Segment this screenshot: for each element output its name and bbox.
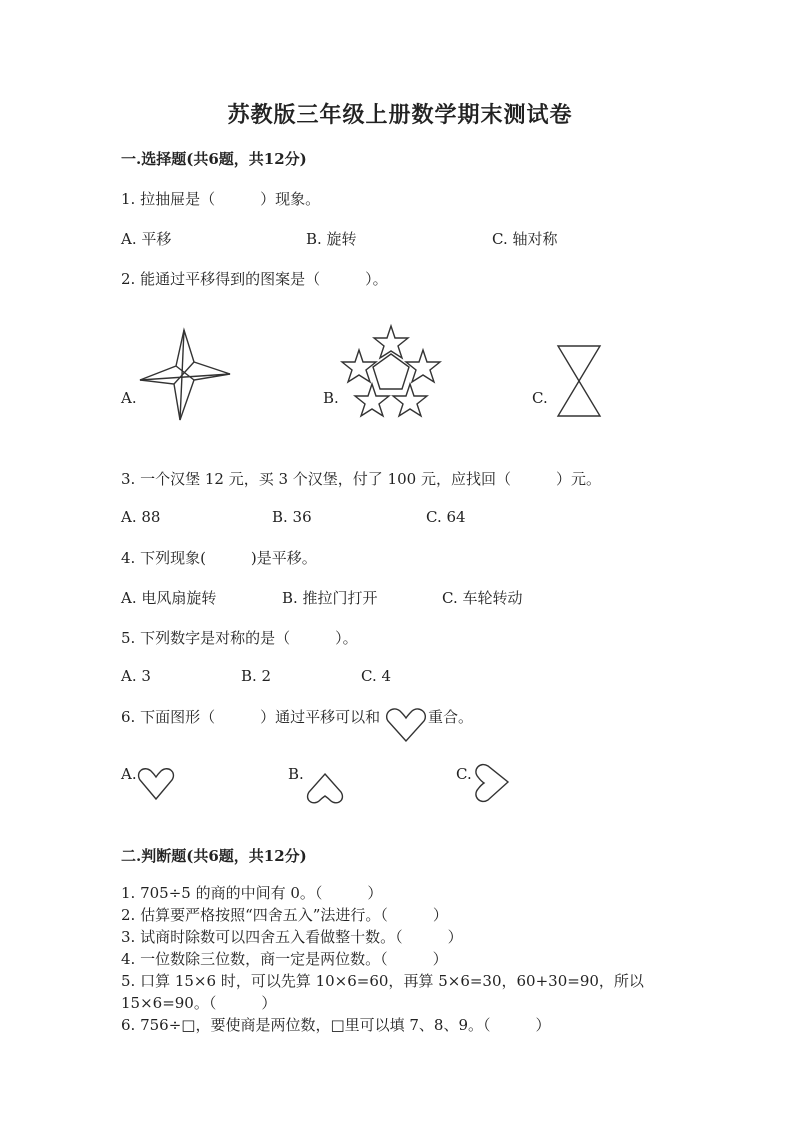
tf-item-3: 3. 试商时除数可以四舍五入看做整十数。（ ） — [121, 928, 463, 946]
q2-option-b: B. — [323, 389, 339, 407]
four-point-star-figure — [138, 328, 238, 424]
pentagon-stars-figure — [340, 322, 444, 422]
tf-item-2: 2. 估算要严格按照“四舍五入”法进行。（ ） — [121, 906, 448, 924]
q1-option-b: B. 旋转 — [306, 230, 357, 248]
q1-option-c: C. 轴对称 — [492, 230, 558, 248]
question-3: 3. 一个汉堡 12 元，买 3 个汉堡，付了 100 元，应找回（ ）元。 — [121, 470, 601, 488]
q3-option-b: B. 36 — [272, 508, 312, 526]
q6-option-b: B. — [288, 765, 304, 783]
q4-option-b: B. 推拉门打开 — [282, 589, 378, 607]
tf-item-4: 4. 一位数除三位数，商一定是两位数。（ ） — [121, 950, 448, 968]
question-6-before: 6. 下面图形（ ）通过平移可以和 — [121, 708, 381, 726]
q4-option-a: A. 电风扇旋转 — [121, 589, 217, 607]
q6-option-a: A. — [121, 765, 137, 783]
target-heart-icon — [385, 706, 427, 744]
question-6-after: 重合。 — [428, 708, 474, 726]
heart-sideways-icon — [472, 762, 512, 804]
q6-option-c: C. — [456, 765, 472, 783]
tf-item-1: 1. 705÷5 的商的中间有 0。（ ） — [121, 884, 383, 902]
tf-item-5: 5. 口算 15×6 时，可以先算 10×6=60，再算 5×6=30，60+30=90，所以 — [121, 972, 644, 990]
hourglass-figure — [556, 344, 602, 418]
q1-option-a: A. 平移 — [121, 230, 172, 248]
heart-upright-icon — [137, 766, 177, 802]
q2-option-c: C. — [532, 389, 548, 407]
question-5: 5. 下列数字是对称的是（ ）。 — [121, 629, 358, 647]
page-title: 苏教版三年级上册数学期末测试卷 — [227, 102, 573, 128]
tf-item-5-cont: 15×6=90。（ ） — [121, 994, 277, 1012]
q5-option-a: A. 3 — [121, 667, 151, 685]
tf-item-6: 6. 756÷□，要使商是两位数，□里可以填 7、8、9。（ ） — [121, 1016, 551, 1034]
q5-option-c: C. 4 — [361, 667, 392, 685]
section-heading-true-false: 二.判断题(共6题，共12分) — [121, 847, 307, 865]
question-2: 2. 能通过平移得到的图案是（ ）。 — [121, 270, 388, 288]
q2-option-a: A. — [121, 389, 137, 407]
q3-option-c: C. 64 — [426, 508, 466, 526]
q3-option-a: A. 88 — [121, 508, 161, 526]
q5-option-b: B. 2 — [241, 667, 272, 685]
question-1: 1. 拉抽屉是（ ）现象。 — [121, 190, 321, 208]
q4-option-c: C. 车轮转动 — [442, 589, 523, 607]
question-4: 4. 下列现象( )是平移。 — [121, 549, 317, 567]
section-heading-choice: 一.选择题(共6题，共12分) — [121, 150, 307, 168]
heart-inverted-icon — [304, 772, 346, 806]
